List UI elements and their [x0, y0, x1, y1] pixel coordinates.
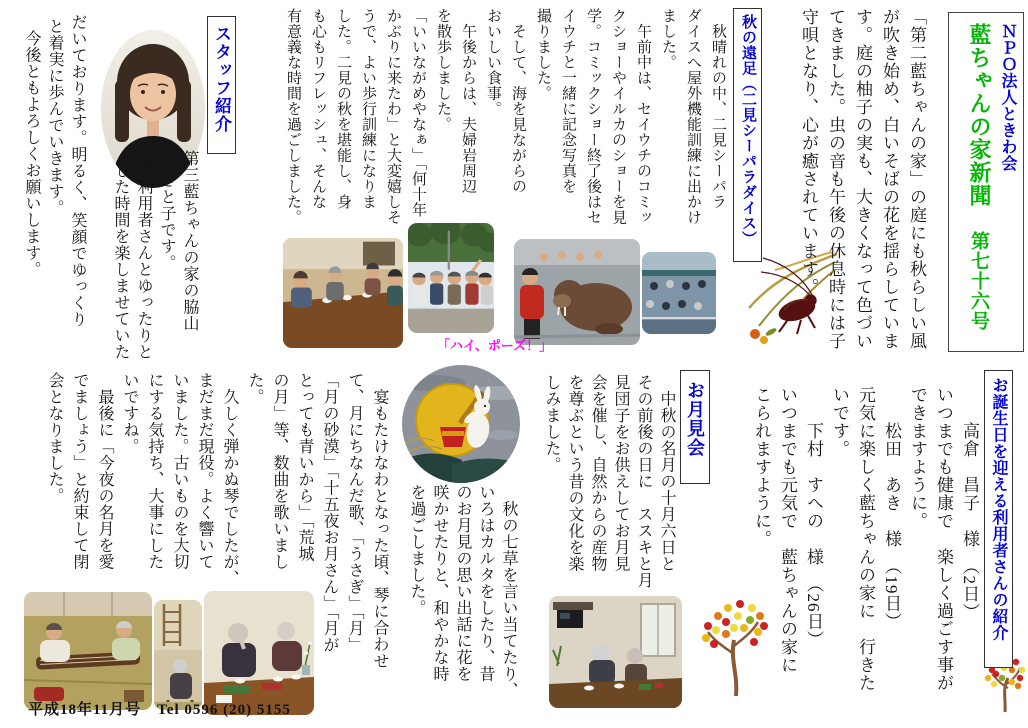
text-column: した。二見の秋を堪能し、身	[335, 8, 351, 210]
article-moonviewing-columns-left	[42, 372, 392, 669]
photo-walrus	[514, 239, 640, 345]
text-column: イウチと一緒に記念写真を	[560, 8, 576, 194]
text-column: 第三藍ちゃんの家の脇山	[181, 150, 198, 332]
text-column: おいしい食事。	[485, 8, 501, 117]
text-column: 高倉 昌子 様 （2日）	[960, 422, 979, 621]
text-column: そして、海を見ながらの	[510, 8, 526, 194]
masthead-newsletter-title: 藍ちゃんの家新聞	[967, 23, 992, 207]
birthday-section-header: お誕生日を迎える利用者さんの紹介	[984, 370, 1013, 668]
photo-group-outdoor-image	[408, 223, 494, 333]
text-column: 松田 あき 様 （19日）	[882, 422, 901, 631]
text-column: いました。古いものを大切	[171, 372, 188, 570]
text-column: いです。	[830, 386, 849, 458]
text-column: 「第二藍ちゃんの家」の庭にも秋らしい風	[907, 8, 926, 350]
text-column: だいております。明るく、笑顔でゆっくり	[69, 14, 86, 328]
text-column: を過ごしました。	[408, 484, 425, 616]
article-birthday-columns	[748, 374, 982, 692]
text-column: クショーやイルカのショーを見	[610, 8, 626, 225]
text-column: いつまでも健康で 楽しく過ごす事が	[934, 386, 953, 692]
text-column: まだまだ現役。よく響いて	[196, 372, 213, 570]
masthead-issue-number: 第七十六号	[968, 231, 989, 331]
text-column: した時間を楽しませていた	[112, 162, 129, 360]
text-column: しみました。	[543, 374, 560, 473]
text-column: 久しく弾かぬ琴でしたが、	[221, 372, 238, 587]
text-column: いつまでも元気で 藍ちゃんの家に	[778, 386, 797, 674]
text-column: 「いいながめやなぁ」「何十年	[410, 8, 426, 218]
text-column: 会となりました。	[46, 372, 63, 504]
text-column: とっても青いから」「荒城	[296, 372, 313, 562]
text-column: 学。コミックショー終了後はセ	[585, 8, 601, 225]
photo-walrus-image	[514, 239, 640, 345]
text-column: を散歩しました。	[435, 8, 451, 132]
text-column: 宴もたけなわとなった頃、琴に合わせ	[371, 372, 388, 669]
article-moonviewing-columns-middle	[405, 484, 520, 699]
text-column: でましょう」と約束して閉	[71, 372, 88, 570]
article-staff-columns	[20, 14, 201, 360]
moon-rabbit-illustration	[402, 365, 520, 483]
excursion-section-header: 秋の遠足（二見シーパラダイス）	[733, 8, 762, 262]
text-column: た。	[246, 372, 263, 405]
text-column: 中秋の名月の十月六日と	[658, 374, 675, 572]
text-column: が吹き始め、白いそばの花を揺らしていま	[880, 8, 899, 350]
text-column: て、月にちなんだ歌、「うさぎ」「月」	[346, 372, 363, 653]
text-column: 会を催し、自然からの産物	[589, 374, 606, 572]
text-column: 午前中は、セイウチのコミッ	[635, 8, 651, 225]
text-column: 秋の七草を言い当てたり、	[500, 484, 517, 699]
photo-caption-pose: 「ハイ、ポーズ！」	[437, 338, 553, 353]
article-excursion-columns	[280, 8, 730, 225]
text-column: も心もリフレッシュ、そんな	[310, 8, 326, 210]
text-column: 今後ともよろしくお願いします。	[23, 30, 40, 278]
text-column: にする気持ち、大事にした	[146, 372, 163, 570]
text-column: 撮りました。	[535, 8, 551, 101]
text-column: できますように。	[908, 386, 927, 530]
moonviewing-section-header: お月見会	[680, 370, 710, 484]
photo-living-room-image	[549, 596, 682, 708]
text-column: 下村 すへの 様 （26日）	[804, 422, 823, 649]
text-column: 元気に楽しく藍ちゃんの家に 行きた	[856, 386, 875, 692]
text-column: 「月の砂漠」「十五夜お月さん」「月が	[321, 372, 338, 653]
text-column: ました。	[660, 8, 676, 70]
text-column: 最後に「今夜の名月を愛	[96, 372, 113, 570]
text-column: ダイスへ屋外機能訓練に出かけ	[685, 8, 701, 225]
text-column: いですね。	[121, 372, 138, 455]
staff-section-header: スタッフ紹介	[207, 16, 236, 154]
text-column: さと子です。	[158, 172, 175, 271]
text-column: のお月見の思い出話に花を	[454, 484, 471, 682]
photo-show-audience	[642, 252, 716, 334]
photo-show-audience-image	[642, 252, 716, 334]
text-column: 有意義な時間を過ごしました。	[285, 8, 301, 225]
masthead	[948, 12, 1024, 352]
text-column: てきました。虫の音も午後の休息時には子	[826, 8, 845, 350]
photo-group-outdoor	[408, 223, 494, 333]
article-moonviewing-columns-right	[540, 374, 678, 589]
text-column: いろはカルタをしたり、昔	[477, 484, 494, 682]
photo-living-room	[549, 596, 682, 708]
text-column: かぶりに来たわ」と大変嬉しそ	[385, 8, 401, 225]
text-column: と着実に歩んでいきます。	[46, 18, 63, 216]
masthead-org-name: ＮＰＯ法人ときわ会	[999, 23, 1016, 172]
photo-lunch-room-image	[283, 238, 403, 348]
photo-lunch-room	[283, 238, 403, 348]
text-column: ご利用者さんとゆったりと	[135, 162, 152, 360]
text-column: 咲かせたりと、和やかな時	[431, 484, 448, 682]
text-column: す。庭の柚子の実も、大きくなって色づい	[853, 8, 872, 350]
footer-issue-line: 平成18年11月号 Tel 0596 (20) 5155	[28, 702, 291, 718]
text-column: こられますように。	[752, 386, 771, 548]
text-column: うで、よい歩行訓練になりま	[360, 8, 376, 210]
text-column: 見団子をお供えしてお月見	[612, 374, 629, 572]
moon-rabbit-image	[402, 365, 520, 483]
article-autumn-intro-columns	[795, 8, 930, 350]
text-column: 守唄となり、心が癒されています。	[799, 8, 818, 296]
text-column: その前後の日に ススキと月	[635, 374, 652, 589]
text-column: 午後からは、夫婦岩周辺	[460, 8, 476, 194]
text-column: を尊ぶという昔の文化を楽	[566, 374, 583, 572]
text-column: の月」等、数曲を歌いまし	[271, 372, 288, 570]
text-column: 秋晴れの中、二見シーパラ	[710, 8, 726, 210]
